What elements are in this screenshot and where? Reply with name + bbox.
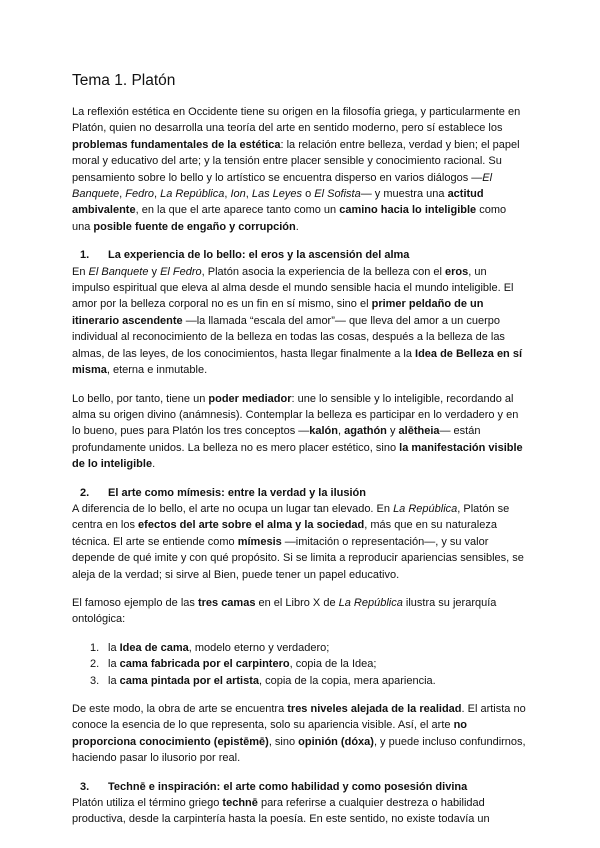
bold-text: tres camas	[197, 596, 256, 609]
text-run: y	[386, 425, 399, 438]
text-run: : la relación entre belleza, verdad y bien; el papel moral y educativo del arte; y la tensión entre placer sensible y conocimiento racional. Su pensamiento sobre lo bello y lo artístico se encuentra disperso en varios diálogos —	[72, 138, 520, 184]
text-run: o	[302, 188, 315, 201]
section-heading	[72, 485, 526, 501]
list-item-number: 2.	[90, 658, 100, 671]
bold-text: technē	[222, 797, 258, 810]
italic-text: La República	[338, 596, 403, 609]
italic-text: Fedro	[125, 188, 154, 201]
text-run: . El artista no conoce la esencia de lo que representa, solo su apariencia visible. Así, el arte	[72, 703, 526, 732]
text-run: , Platón se centra en los	[72, 502, 510, 532]
text-run: , Platón asocia la experiencia de la belleza con el	[201, 265, 446, 278]
bold-text: opinión (dóxa)	[298, 735, 374, 748]
section-paragraph	[72, 501, 526, 583]
italic-text: La República	[160, 188, 225, 201]
section-heading	[72, 247, 526, 263]
bold-text: cama pintada por el artista	[119, 674, 260, 687]
text-run: , sino	[268, 735, 299, 748]
text-run: En	[72, 265, 89, 278]
text-run: como una	[72, 204, 507, 233]
list-item	[72, 656, 526, 672]
section-title: La experiencia de lo bello: el eros y la ascensión del alma	[108, 249, 410, 262]
bold-text: efectos del arte sobre el alma y la sociedad	[138, 519, 365, 532]
text-run: ,	[224, 188, 231, 201]
intro-paragraph	[72, 104, 526, 235]
list-item	[72, 640, 526, 656]
text-run: Platón utiliza el término griego	[72, 797, 223, 810]
list-item-number: 1.	[90, 641, 100, 654]
section-paragraph	[72, 595, 526, 628]
text-run: El famoso ejemplo de las	[72, 596, 198, 609]
bold-text: tres niveles alejada de la realidad	[287, 703, 462, 715]
section-paragraph	[72, 701, 526, 767]
italic-text: El Fedro	[160, 265, 202, 278]
text-run: y	[148, 265, 161, 278]
text-run: —imitación o representación—, y su valor depende de qué imite y con qué propósito. Si se limita a reproducir apariencias sensibles, se aleja de la verdad; si sirve al Bien, puede tener un papel educativo.	[72, 535, 524, 581]
page-title: Tema 1. Platón	[72, 72, 176, 89]
section-paragraph	[72, 391, 526, 473]
text-run: — están profundamente unidos. La belleza no es mero placer estético, sino	[72, 425, 481, 454]
section-number: 3.	[80, 780, 90, 793]
bold-text: Idea de cama	[119, 641, 189, 654]
section-paragraph	[72, 795, 526, 828]
section-title: Technē e inspiración: el arte como habilidad y como posesión divina	[108, 780, 468, 793]
bold-text: poder mediador	[208, 392, 292, 405]
numbered-list	[72, 640, 526, 689]
list-item-text	[108, 673, 436, 689]
bold-text: agathón	[344, 425, 387, 438]
bold-text: posible fuente de engaño y corrupción	[93, 220, 296, 233]
section-2	[72, 485, 526, 767]
list-item	[72, 673, 526, 689]
section-number: 1.	[80, 249, 90, 262]
bold-text: primer peldaño de un itinerario ascendente	[72, 298, 484, 327]
section-title: El arte como mímesis: entre la verdad y la ilusión	[108, 486, 366, 499]
bold-text: problemas fundamentales de la estética	[72, 138, 281, 151]
section-paragraph	[72, 264, 526, 379]
list-item-number: 3.	[90, 674, 100, 687]
text-run: , y puede incluso confundirnos, haciendo pasar lo ilusorio por real.	[72, 735, 526, 765]
text-run: — y muestra una	[360, 188, 448, 201]
text-run: , más que en su naturaleza técnica. El arte se entiende como	[72, 519, 497, 548]
section-1	[72, 247, 526, 472]
bold-text: actitud ambivalente	[72, 188, 484, 217]
text-run: la	[108, 674, 120, 687]
bold-text: Idea de Belleza en sí misma	[72, 347, 523, 377]
bold-text: mímesis	[237, 535, 282, 548]
text-run: A diferencia de lo bello, el arte no ocupa un lugar tan elevado. En	[72, 502, 394, 515]
text-run: , modelo eterno y verdadero;	[188, 641, 330, 654]
section-3	[72, 779, 526, 828]
bold-text: kalón	[309, 425, 338, 438]
text-run: Lo bello, por tanto, tiene un	[72, 392, 209, 405]
italic-text: Ion	[230, 188, 246, 201]
text-run: la	[108, 658, 120, 671]
text-run: , en la que el arte aparece tanto como un	[135, 204, 340, 217]
text-run: para referirse a cualquier destreza o habilidad productiva, desde la carpintería hasta la poesía. En este sentido, no existe todavía un	[72, 797, 490, 826]
bold-text: eros	[445, 265, 469, 278]
text-run: en el Libro X de	[255, 596, 339, 609]
bold-text: la manifestación visible de lo inteligible	[72, 441, 523, 471]
text-run: La reflexión estética en Occidente tiene su origen en la filosofía griega, y particularmente en Platón, quien no desarrolla una teoría del arte en sentido moderno, pero sí establece los	[72, 106, 521, 135]
italic-text: El Banquete	[72, 171, 493, 201]
bold-text: alētheia	[398, 425, 440, 438]
section-heading	[72, 779, 526, 795]
text-run: ,	[153, 188, 161, 201]
text-run: : une lo sensible y lo inteligible, recordando al alma su origen divino (anámnesis). Contemplar la belleza es participar en lo verdadero y en lo bueno, pues para Platón los tres conceptos —	[72, 392, 519, 438]
list-item-text	[108, 640, 329, 656]
list-item-text	[108, 656, 376, 672]
bold-text: cama fabricada por el carpintero	[119, 658, 290, 671]
text-run: , copia de la Idea;	[289, 658, 377, 671]
text-run: ,	[245, 188, 252, 201]
text-run: .	[152, 458, 156, 471]
text-run: , copia de la copia, mera apariencia.	[259, 674, 436, 687]
text-run: , eterna e inmutable.	[106, 364, 208, 377]
text-run: De este modo, la obra de arte se encuentra	[72, 703, 288, 715]
text-run: —la llamada “escala del amor”— que lleva del amor a un cuerpo individual al reconocimiento de la belleza en todas las cosas, después a la belleza de las almas, de las leyes, de los conocimientos, hasta llegar finalmente a la	[72, 314, 505, 360]
italic-text: El Banquete	[88, 265, 149, 278]
text-run: .	[295, 220, 299, 233]
italic-text: La República	[393, 502, 458, 515]
text-run: la	[108, 641, 120, 654]
italic-text: El Sofista	[314, 188, 361, 201]
text-run: ,	[338, 425, 345, 438]
italic-text: Las Leyes	[251, 188, 303, 201]
section-number: 2.	[80, 486, 90, 499]
text-run: , un impulso espiritual que eleva al alma desde el mundo sensible hacia el mundo inteligible. El amor por la belleza corporal no es un fin en sí mismo, sino el	[72, 265, 514, 311]
bold-text: camino hacia lo inteligible	[339, 204, 477, 217]
text-run: ilustra su jerarquía ontológica:	[72, 596, 497, 626]
bold-text: no proporciona conocimiento (epistēmē)	[72, 719, 468, 748]
text-run: ,	[119, 188, 126, 201]
